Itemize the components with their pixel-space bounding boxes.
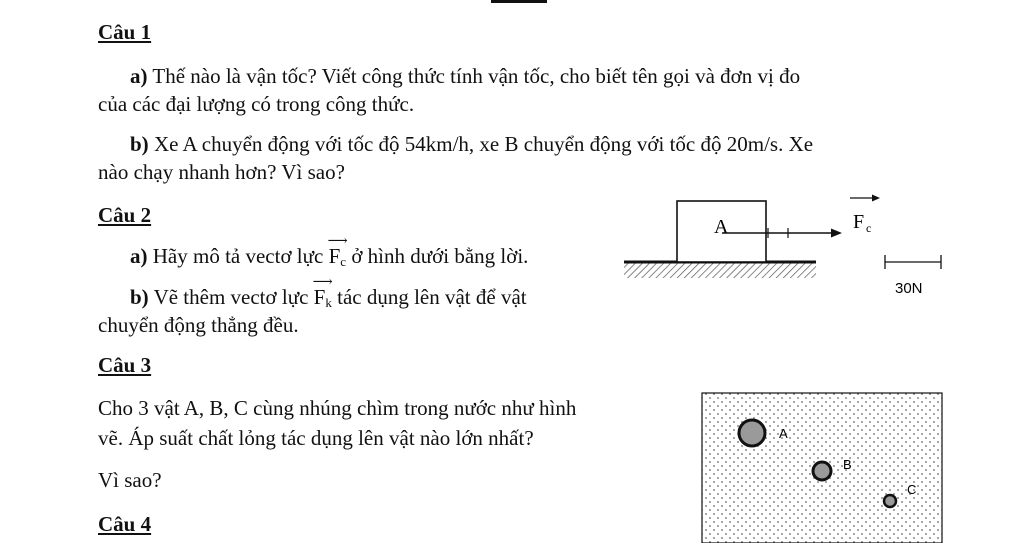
vector-fc-sub: c: [340, 254, 347, 269]
cau2-b-text-before: Vẽ thêm vectơ lực: [153, 285, 309, 309]
fc-label-sub: c: [866, 221, 872, 235]
cau2-b-label: b): [130, 285, 149, 309]
cau3-line1: Cho 3 vật A, B, C cùng nhúng chìm trong nước như hình: [98, 396, 577, 420]
vector-fc-base: F: [328, 244, 341, 268]
object-a-circle: [739, 420, 765, 446]
scale-label: 30N: [895, 280, 923, 297]
cau1-a-line2: của các đại lượng có trong công thức.: [98, 92, 415, 116]
cau4-heading: Câu 4: [98, 512, 152, 536]
cau1-b-line2: nào chạy nhanh hơn? Vì sao?: [98, 160, 345, 184]
cau1-heading: Câu 1: [98, 20, 152, 44]
vector-fk-base: F: [313, 285, 326, 309]
fc-arrow-icon: [872, 195, 880, 202]
vector-fk-sub: k: [325, 295, 332, 310]
object-b-circle: [813, 462, 831, 480]
cau2-b-text-after: tác dụng lên vật để vật: [337, 285, 527, 309]
vector-arrow-icon: ⟶: [327, 234, 348, 249]
cau1-a-label: a): [130, 64, 148, 88]
cau2-a-text-before: Hãy mô tả vectơ lực: [152, 244, 324, 268]
object-b-label: B: [843, 457, 852, 472]
block-a-label: A: [714, 216, 729, 238]
cau2-a-label: a): [130, 244, 148, 268]
cau1-b-text: Xe A chuyển động với tốc độ 54km/h, xe B chuyển động với tốc độ 20m/s. Xe: [153, 132, 814, 156]
cau2-heading: Câu 2: [98, 203, 152, 227]
object-c-label: C: [907, 482, 917, 497]
cau1-b-label: b): [130, 132, 149, 156]
cau2-a-text-after: ở hình dưới bằng lời.: [351, 244, 529, 268]
force-arrowhead-icon: [831, 229, 842, 238]
ground-hatch: [624, 262, 816, 278]
fc-label-base: F: [853, 211, 865, 233]
object-a-label: A: [779, 426, 788, 441]
vector-arrow-icon: ⟶: [312, 275, 333, 290]
object-c-circle: [884, 495, 896, 507]
cau2-b-line2: chuyển động thẳng đều.: [98, 313, 299, 337]
cau3-line3: Vì sao?: [98, 468, 162, 492]
cau3-line2: vẽ. Áp suất chất lỏng tác dụng lên vật nào lớn nhất?: [98, 426, 534, 450]
cau1-a-text: Thế nào là vận tốc? Viết công thức tính vận tốc, cho biết tên gọi và đơn vị đo: [152, 64, 801, 88]
cau3-heading: Câu 3: [98, 353, 152, 377]
